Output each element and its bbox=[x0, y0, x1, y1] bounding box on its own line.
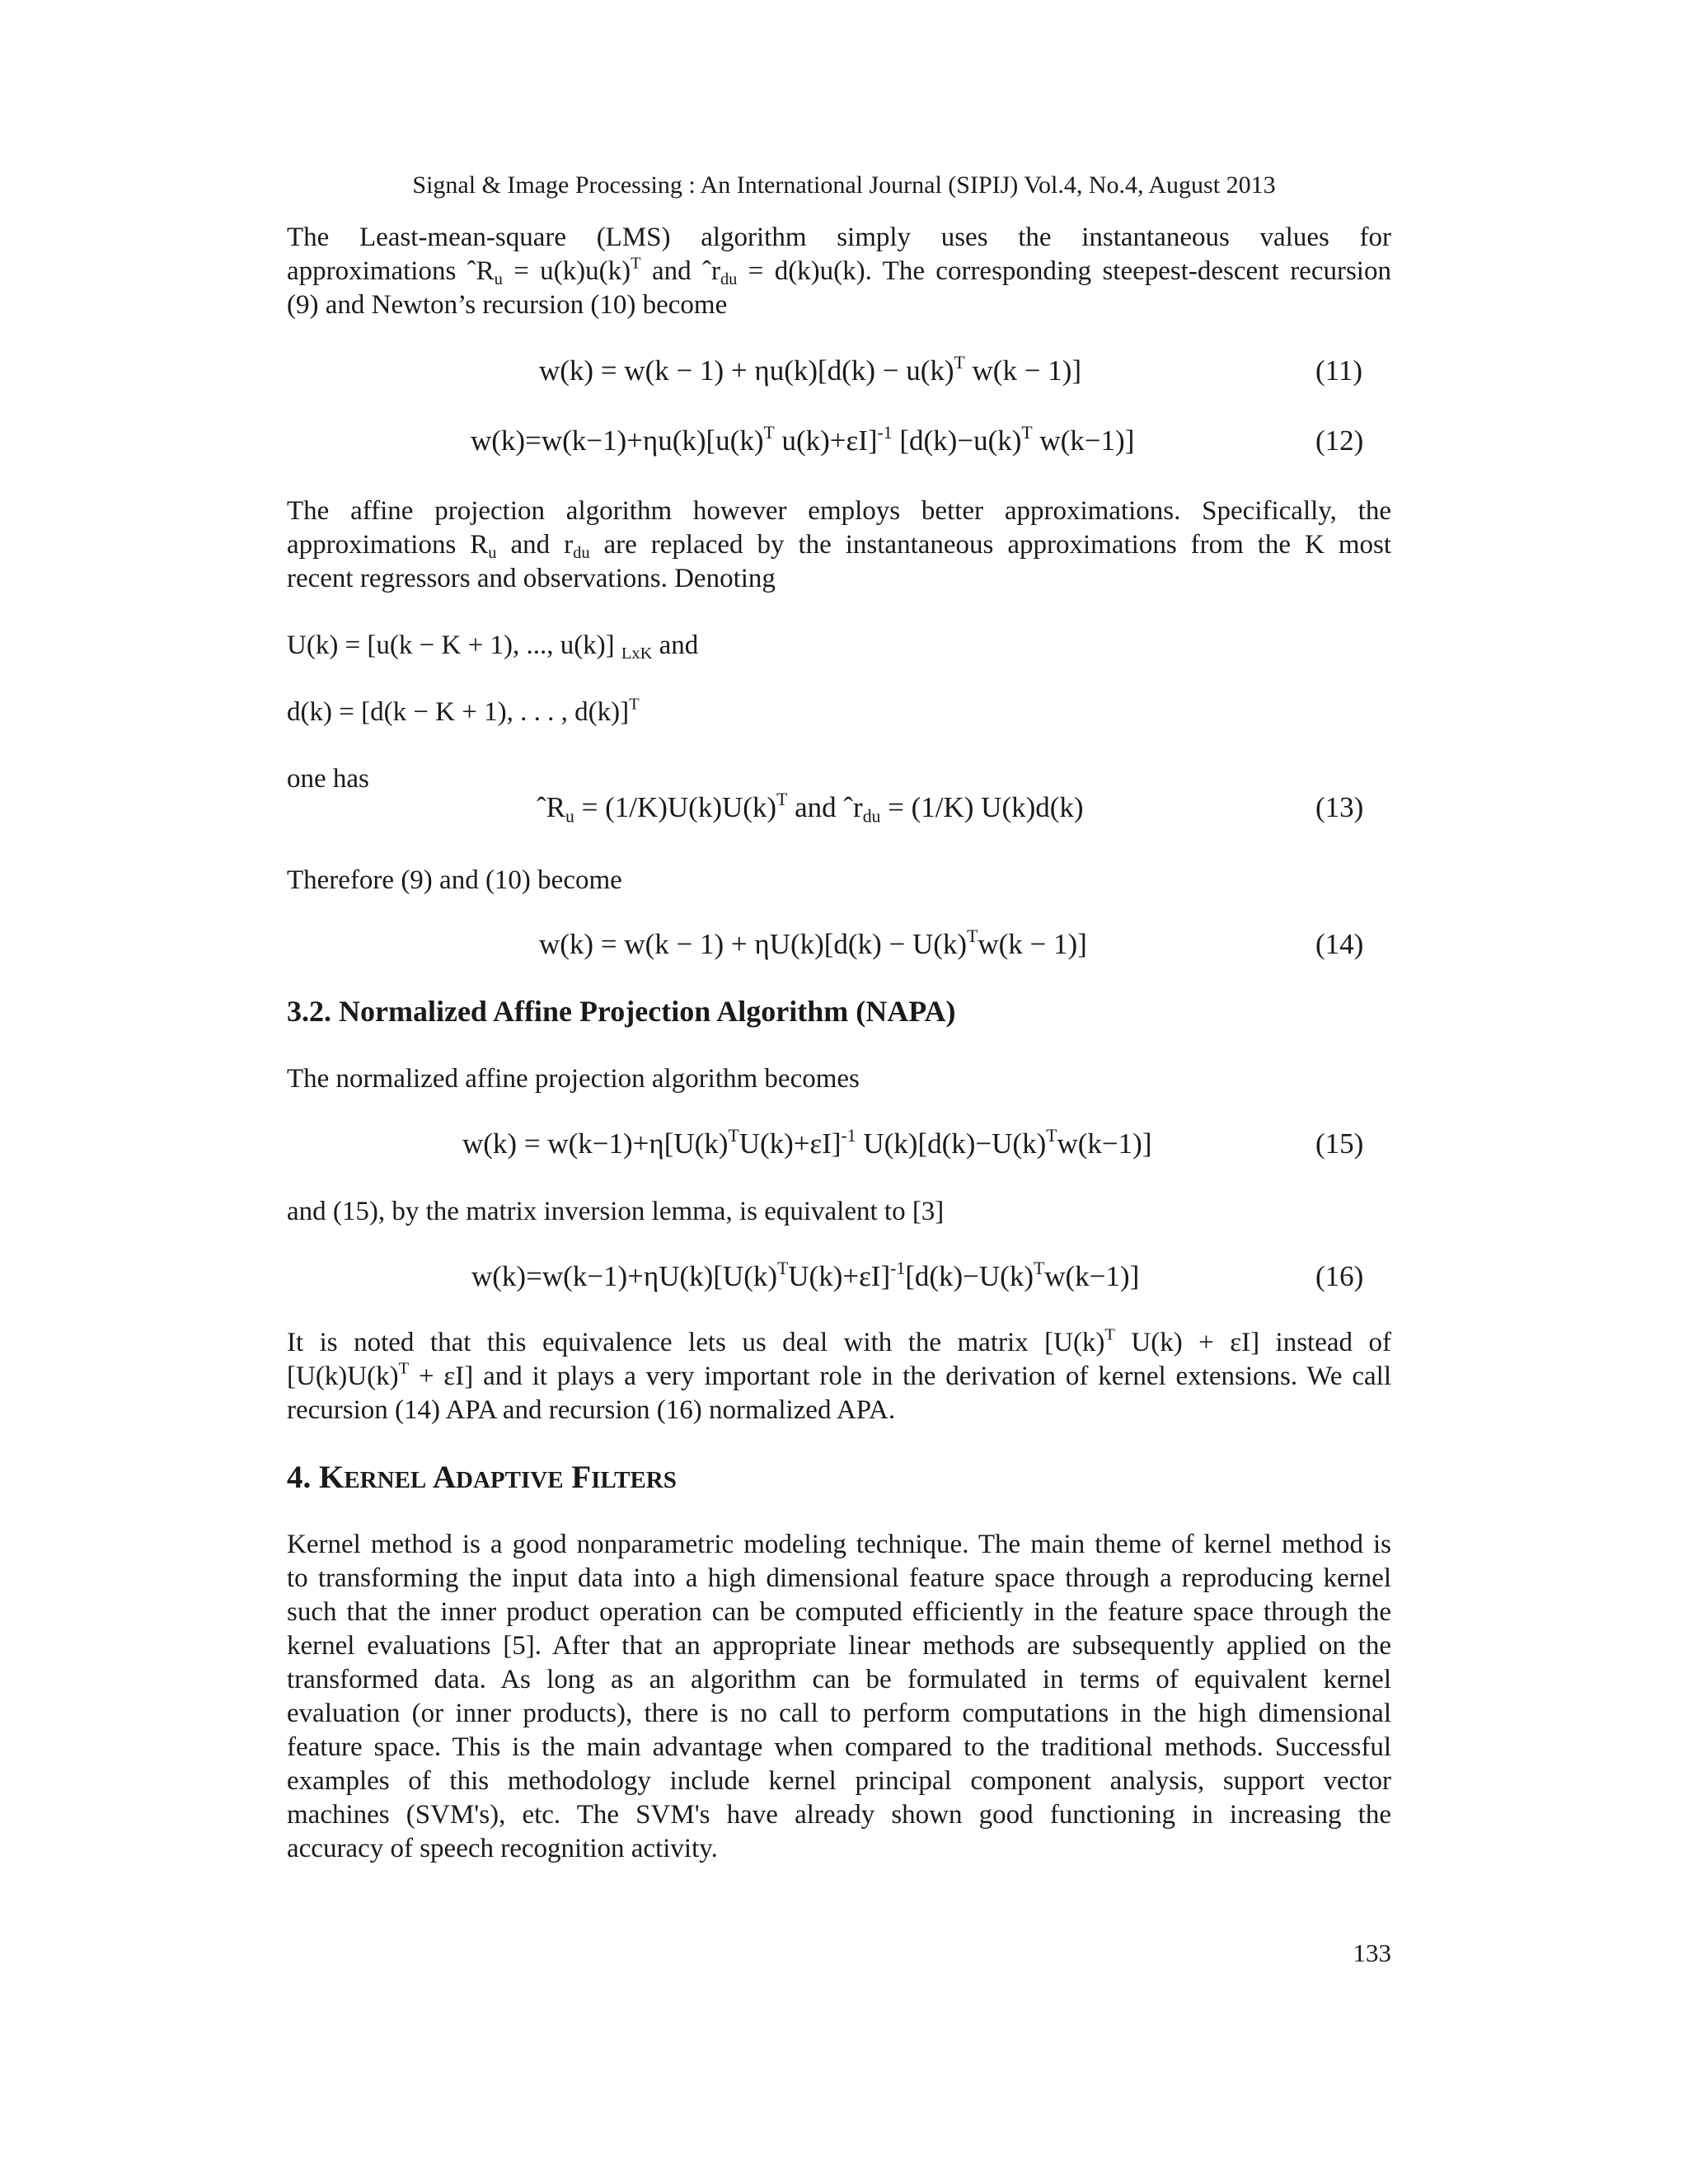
text-therefore: Therefore (9) and (10) become bbox=[287, 865, 622, 895]
paragraph-line: The Least-mean-square (LMS) algorithm simply uses the instantaneous values for bbox=[287, 223, 1391, 252]
equation-number-12: (12) bbox=[1315, 424, 1364, 457]
paragraph-line: It is noted that this equivalence lets us deal with the matrix [$U(k)^T$ U(k) + εI] instead of bbox=[287, 1325, 1391, 1357]
paragraph-line: The affine projection algorithm however employs better approximations. Specifically, the bbox=[287, 496, 1391, 526]
text-one-has: one has bbox=[287, 764, 369, 794]
paragraph-line: machines (SVM's), etc. The SVM's have already shown good functioning in increasing the bbox=[287, 1800, 1391, 1830]
paragraph-line: recent regressors and observations. Denoting bbox=[287, 564, 776, 593]
paragraph-line: approximations ˆR$_u$ = $u(k)u(k)^T$ and ˆr$_{du}$ = d(k)u(k). The corresponding steepest-descent recursion bbox=[287, 254, 1391, 289]
equation-number-11: (11) bbox=[1315, 354, 1363, 387]
text-napa-intro: The normalized affine projection algorithm becomes bbox=[287, 1064, 860, 1094]
equation-12: $w(k)=w(k-1)+\eta u(k)[u(k)^T$ u(k)+εI]$^{-1}$ [$d(k)-u(k)^T$ w(k−1)] bbox=[471, 422, 1135, 457]
equation-number-14: (14) bbox=[1315, 928, 1364, 960]
paragraph-line: Kernel method is a good nonparametric modeling technique. The main theme of kernel method is bbox=[287, 1530, 1391, 1559]
paragraph-line: feature space. This is the main advantage when compared to the traditional methods. Successful bbox=[287, 1732, 1391, 1762]
page-number: 133 bbox=[1353, 1938, 1391, 1967]
paragraph-line: recursion (14) APA and recursion (16) normalized APA. bbox=[287, 1395, 896, 1425]
equation-number-13: (13) bbox=[1315, 791, 1364, 823]
paragraph-line: examples of this methodology include kernel principal component analysis, support vector bbox=[287, 1766, 1391, 1796]
text-and-15: and (15), by the matrix inversion lemma, is equivalent to [3] bbox=[287, 1197, 945, 1226]
equation-number-15: (15) bbox=[1315, 1127, 1364, 1160]
paragraph-line: to transforming the input data into a high dimensional feature space through a reproducing kernel bbox=[287, 1563, 1391, 1593]
equation-number-16: (16) bbox=[1315, 1260, 1364, 1292]
paragraph-line: such that the inner product operation can be computed efficiently in the feature space through the bbox=[287, 1597, 1391, 1627]
running-header: Signal & Image Processing : An International Journal (SIPIJ) Vol.4, No.4, August 2013 bbox=[412, 171, 1276, 199]
definition-U: U(k) = [u(k − K + 1), ..., u(k)] $_{LxK}$ and bbox=[287, 630, 699, 663]
paragraph-line: kernel evaluations [5]. After that an appropriate linear methods are subsequently applied on the bbox=[287, 1631, 1391, 1661]
equation-11: $w(k) = w(k - 1) + \eta u(k)[d(k) - u(k)^T$ w(k − 1)] bbox=[539, 352, 1082, 387]
paragraph-line: evaluation (or inner products), there is no call to perform computations in the high dimensional bbox=[287, 1699, 1391, 1728]
paragraph-line: $[U(k)U(k)^T + \varepsilon I]$ and it plays a very important role in the derivation of kernel extensions. We call bbox=[287, 1359, 1391, 1391]
definition-d: d(k) = [d(k − K + 1), . . . , d(k)]$^T$ bbox=[287, 695, 640, 727]
paragraph-line: (9) and Newton’s recursion (10) become bbox=[287, 290, 728, 320]
equation-13: ˆR$_u$ = $(1/K)U(k)U(k)^T$ and ˆr$_{du}$ = (1/K) U(k)d(k) bbox=[537, 789, 1084, 827]
paragraph-line: transformed data. As long as an algorithm can be formulated in terms of equivalent kernel bbox=[287, 1665, 1391, 1694]
paragraph-line: approximations $R_u$ and $r_{du}$ are replaced by the instantaneous approximations from the K most bbox=[287, 530, 1392, 563]
equation-15: $w(k) = w(k-1)+\eta[U(k)^TU(k)+\varepsilon I]^{-1}$ $U(k)[d(k)-U(k)^Tw(k-1)]$ bbox=[462, 1125, 1152, 1160]
section-heading: 4. KERNEL ADAPTIVE FILTERS bbox=[287, 1460, 677, 1495]
subsection-heading: 3.2. Normalized Affine Projection Algorithm (NAPA) bbox=[287, 995, 956, 1028]
equation-16: $w(k)=w(k-1)+\eta U(k)[U(k)^TU(k)+\varepsilon I]^{-1}[d(k)-U(k)^Tw(k-1)]$ bbox=[471, 1258, 1140, 1292]
paragraph-line: accuracy of speech recognition activity. bbox=[287, 1834, 718, 1863]
equation-14: $w(k) = w(k - 1) + \eta U(k)[d(k) - U(k)^Tw(k - 1)]$ bbox=[539, 926, 1087, 960]
